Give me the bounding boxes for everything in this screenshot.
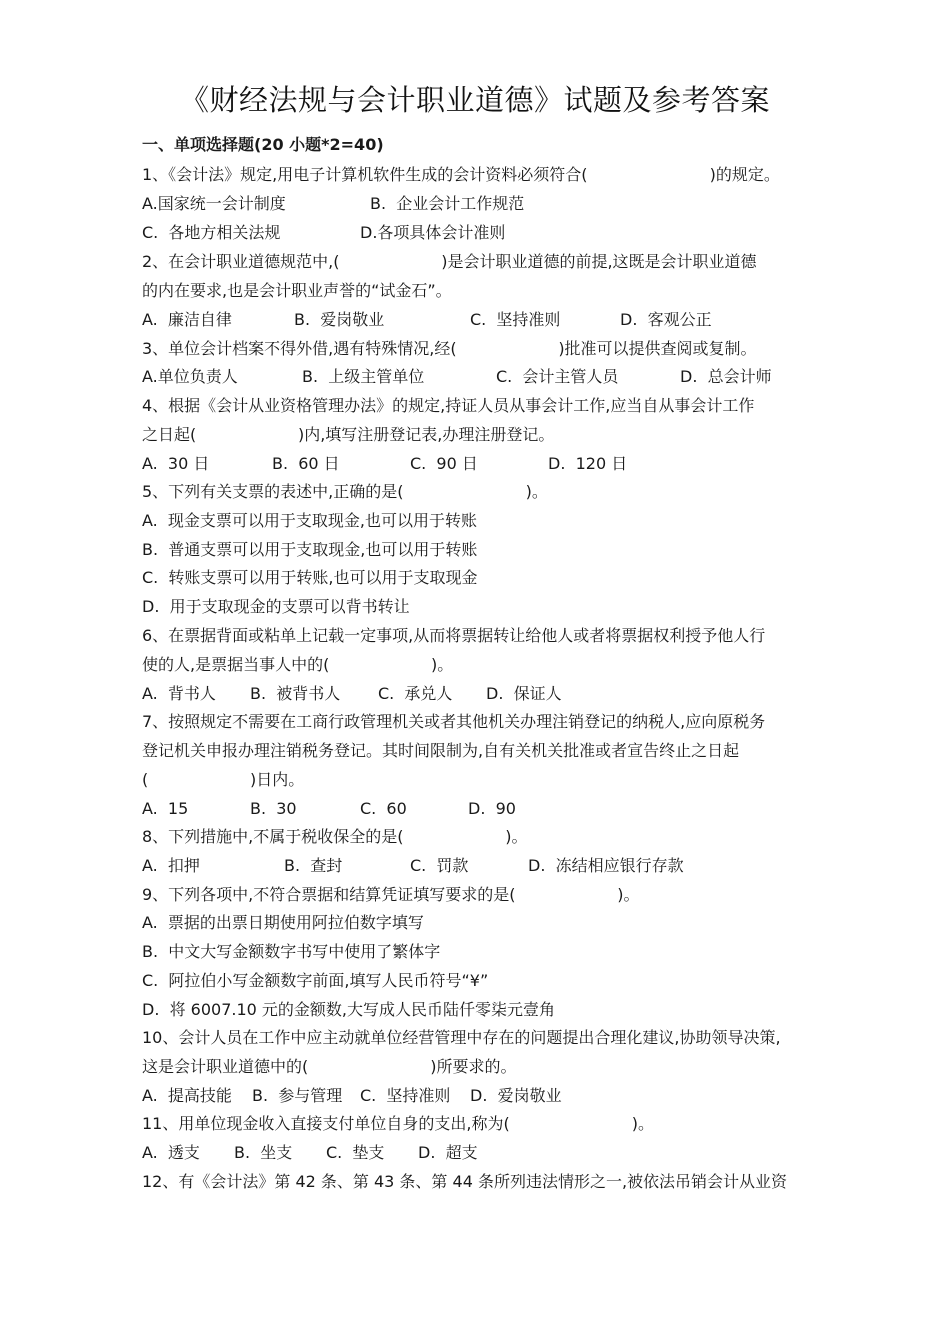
question-4-stem-line-1: 4、根据《会计从业资格管理办法》的规定,持证人员从事会计工作,应当自从事会计工作	[142, 396, 755, 415]
question-5-option-c: C. 转账支票可以用于转账,也可以用于支取现金	[142, 568, 478, 587]
question-11-option-c: C. 垫支	[326, 1143, 385, 1162]
question-9-option-b: B. 中文大写金额数字书写中使用了繁体字	[142, 942, 441, 961]
question-7-stem-line-3: ( )日内。	[142, 770, 305, 789]
question-7-option-b: B. 30	[250, 799, 297, 818]
question-7-stem-line-1: 7、按照规定不需要在工商行政管理机关或者其他机关办理注销登记的纳税人,应向原税务	[142, 712, 766, 731]
question-7-option-a: A. 15	[142, 799, 189, 818]
question-7-option-d: D. 90	[468, 799, 516, 818]
question-9-option-d: D. 将 6007.10 元的金额数,大写成人民币陆仟零柒元壹角	[142, 1000, 556, 1019]
question-4-stem-line-2: 之日起( )内,填写注册登记表,办理注册登记。	[142, 425, 555, 444]
question-11-option-a: A. 透支	[142, 1143, 200, 1162]
question-8-option-d: D. 冻结相应银行存款	[528, 856, 684, 875]
question-1-option-a: A.国家统一会计制度	[142, 194, 286, 213]
question-12-stem-line-1: 12、有《会计法》第 42 条、第 43 条、第 44 条所列违法情形之一,被依法吊销会计从业资	[142, 1172, 788, 1191]
question-6-stem-line-2: 使的人,是票据当事人中的( )。	[142, 655, 454, 674]
question-3-option-b: B. 上级主管单位	[302, 367, 425, 386]
document-title: 《财经法规与会计职业道德》试题及参考答案	[179, 83, 770, 117]
question-10-stem-line-2: 这是会计职业道德中的( )所要求的。	[142, 1057, 517, 1076]
question-2-stem-line-1: 2、在会计职业道德规范中,( )是会计职业道德的前提,这既是会计职业道德	[142, 252, 757, 271]
question-10-stem-line-1: 10、会计人员在工作中应主动就单位经营管理中存在的问题提出合理化建议,协助领导决策,	[142, 1028, 781, 1047]
question-5-option-b: B. 普通支票可以用于支取现金,也可以用于转账	[142, 540, 478, 559]
question-3-option-d: D. 总会计师	[680, 367, 772, 386]
question-3-option-a: A.单位负责人	[142, 367, 238, 386]
question-10-option-a: A. 提高技能	[142, 1086, 232, 1105]
question-1-stem: 1、《会计法》规定,用电子计算机软件生成的会计资料必须符合( )的规定。	[142, 165, 780, 184]
question-2-option-d: D. 客观公正	[620, 310, 712, 329]
question-6-option-a: A. 背书人	[142, 684, 216, 703]
question-4-option-a: A. 30 日	[142, 454, 210, 473]
question-10-option-b: B. 参与管理	[252, 1086, 343, 1105]
section-heading: 一、单项选择题(20 小题*2=40)	[142, 135, 384, 154]
question-8-stem: 8、下列措施中,不属于税收保全的是( )。	[142, 827, 528, 846]
question-3-option-c: C. 会计主管人员	[496, 367, 619, 386]
question-8-option-a: A. 扣押	[142, 856, 200, 875]
question-9-option-a: A. 票据的出票日期使用阿拉伯数字填写	[142, 913, 424, 932]
question-7-option-c: C. 60	[360, 799, 407, 818]
question-10-option-d: D. 爱岗敬业	[470, 1086, 562, 1105]
question-2-stem-line-2: 的内在要求,也是会计职业声誉的“试金石”。	[142, 281, 452, 300]
question-5-option-a: A. 现金支票可以用于支取现金,也可以用于转账	[142, 511, 478, 530]
question-3-stem: 3、单位会计档案不得外借,遇有特殊情况,经( )批准可以提供查阅或复制。	[142, 339, 757, 358]
question-6-stem-line-1: 6、在票据背面或粘单上记载一定事项,从而将票据转让给他人或者将票据权利授予他人行	[142, 626, 766, 645]
question-1-option-b: B. 企业会计工作规范	[370, 194, 525, 213]
question-2-option-c: C. 坚持准则	[470, 310, 561, 329]
question-11-option-d: D. 超支	[418, 1143, 478, 1162]
question-1-option-c: C. 各地方相关法规	[142, 223, 281, 242]
question-2-option-a: A. 廉洁自律	[142, 310, 232, 329]
question-10-option-c: C. 坚持准则	[360, 1086, 451, 1105]
question-11-stem: 11、用单位现金收入直接支付单位自身的支出,称为( )。	[142, 1114, 654, 1133]
question-8-option-b: B. 查封	[284, 856, 343, 875]
question-2-option-b: B. 爱岗敬业	[294, 310, 385, 329]
question-9-option-c: C. 阿拉伯小写金额数字前面,填写人民币符号“¥”	[142, 971, 489, 990]
question-4-option-c: C. 90 日	[410, 454, 478, 473]
question-4-option-b: B. 60 日	[272, 454, 340, 473]
question-5-stem: 5、下列有关支票的表述中,正确的是( )。	[142, 482, 548, 501]
question-4-option-d: D. 120 日	[548, 454, 628, 473]
question-6-option-b: B. 被背书人	[250, 684, 341, 703]
question-6-option-d: D. 保证人	[486, 684, 562, 703]
question-6-option-c: C. 承兑人	[378, 684, 453, 703]
question-8-option-c: C. 罚款	[410, 856, 469, 875]
question-1-option-d: D.各项具体会计准则	[360, 223, 506, 242]
question-9-stem: 9、下列各项中,不符合票据和结算凭证填写要求的是( )。	[142, 885, 640, 904]
question-11-option-b: B. 坐支	[234, 1143, 293, 1162]
question-5-option-d: D. 用于支取现金的支票可以背书转让	[142, 597, 410, 616]
question-7-stem-line-2: 登记机关申报办理注销税务登记。其时间限制为,自有关机关批准或者宣告终止之日起	[142, 741, 740, 760]
